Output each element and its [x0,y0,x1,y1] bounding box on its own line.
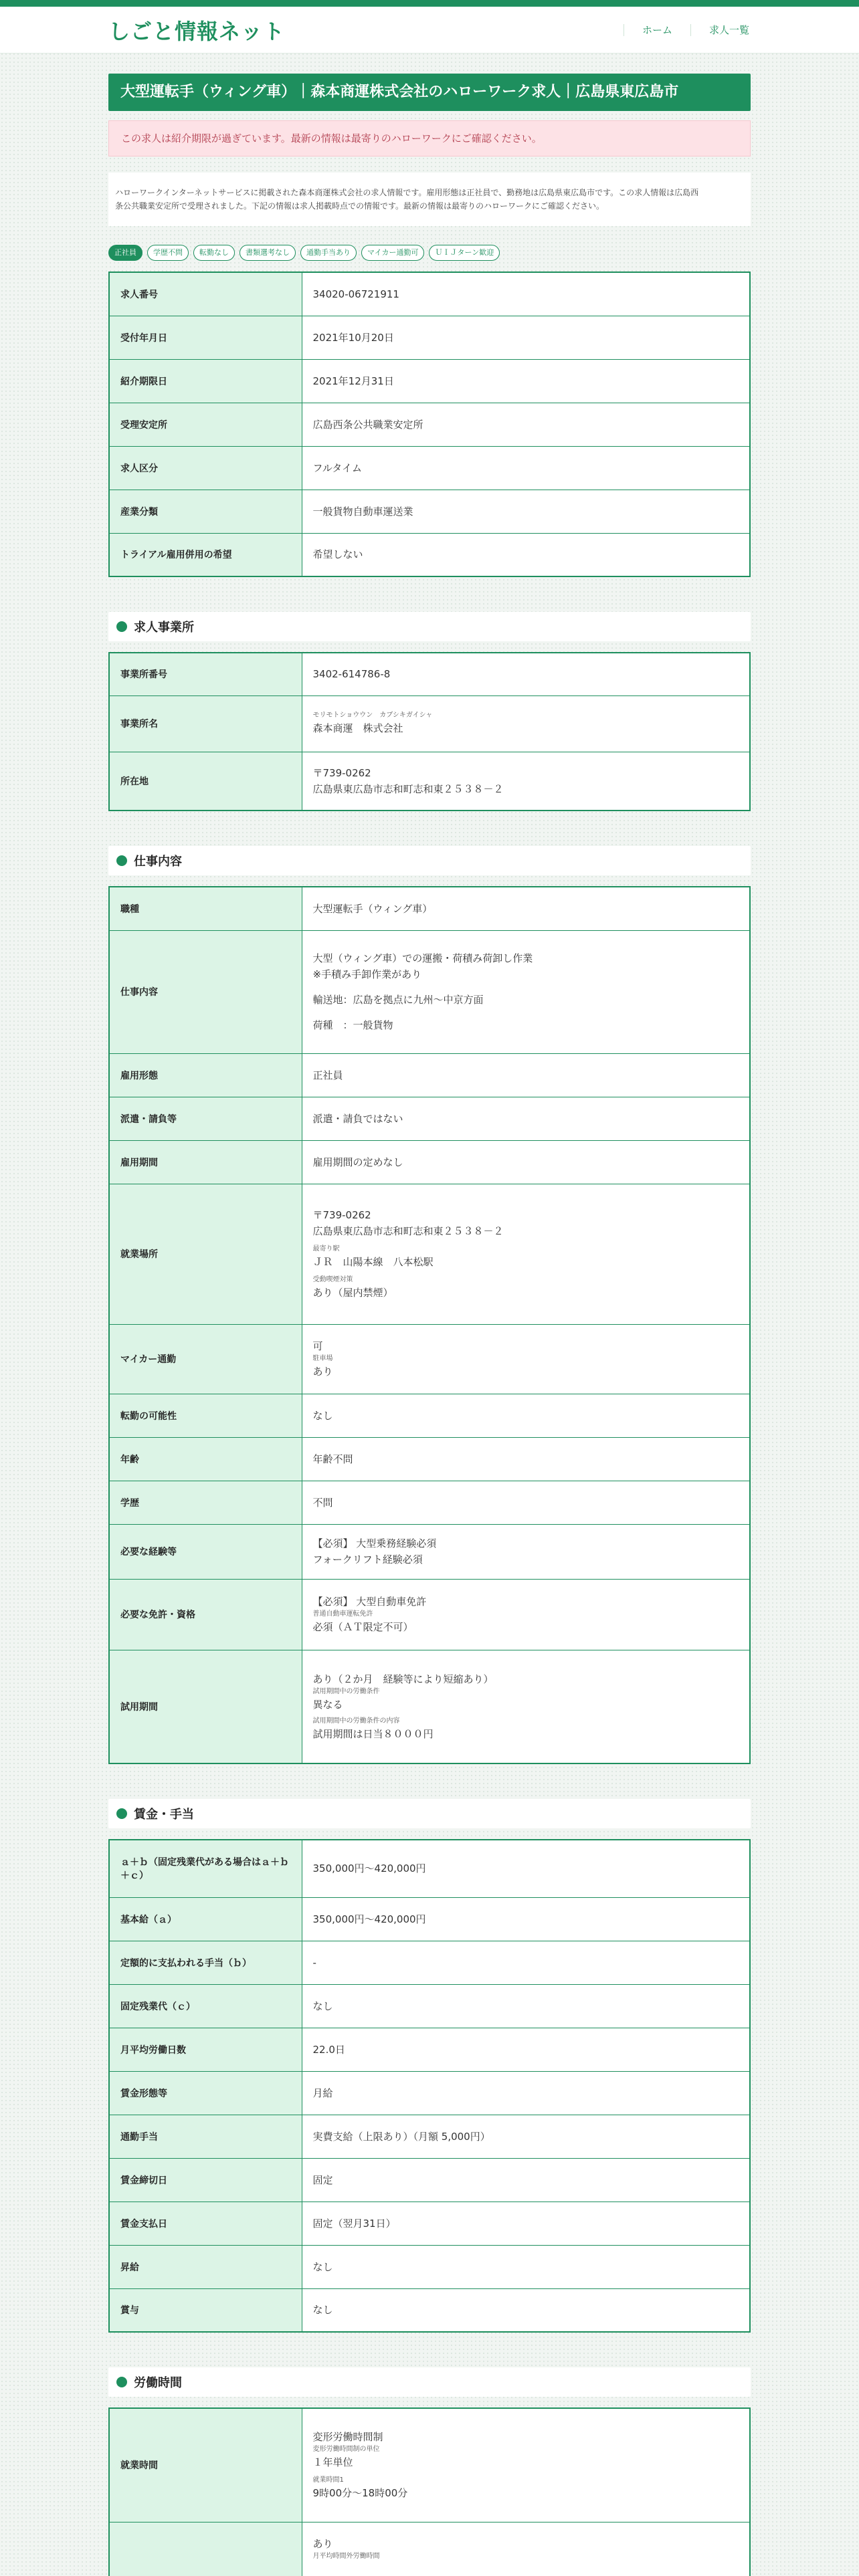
expired-notice: この求人は紹介期限が過ぎています。最新の情報は最寄りのハローワークにご確認ください。 [108,120,751,156]
table-row [109,490,750,533]
row-value: 一般貨物自動車運送業 [302,490,750,533]
row-value: 実費支給（上限あり）（月額 5,000円） [302,2115,750,2158]
hours-caption: 就業時間1 [312,2476,344,2484]
row-value [302,1650,750,1763]
table-row [109,2071,750,2115]
basic-info-table [108,272,751,577]
row-label: 年齢 [109,1437,302,1481]
job-content-line: 輸送地：広島を拠点に九州〜中京方面 [312,994,484,1006]
site-logo[interactable]: しごと情報ネット [108,19,286,44]
work-table [108,886,751,1764]
row-value [302,695,750,752]
table-row [109,1184,750,1324]
row-value: 年齢不問 [302,1437,750,1481]
smoking-caption: 受動喫煙対策 [312,1276,353,1283]
parking-value: あり [312,1366,333,1378]
row-value: なし [302,1394,750,1437]
row-value: 固定（翌月31日） [302,2202,750,2245]
row-value [302,2408,750,2522]
row-value: 固定 [302,2158,750,2202]
table-row [109,272,750,316]
table-row [109,653,750,695]
row-label: 事業所名 [109,695,302,752]
table-row [109,2245,750,2288]
tag-uij-turn: ＵＩＪターン歓迎 [429,245,500,261]
trial-line: 試用期間は日当８０００円 [312,1727,434,1740]
table-row [109,1437,750,1481]
row-label: 昇給 [109,2245,302,2288]
row-label: 学歴 [109,1481,302,1524]
table-row [109,2115,750,2158]
smoking-policy: あり（屋内禁煙） [312,1287,393,1299]
row-label: 賃金支払日 [109,2202,302,2245]
table-row [109,695,750,752]
table-row [109,1394,750,1437]
table-row [109,1324,750,1394]
summary-line-2: 条公共職業安定所で受理されました。下記の情報は求人掲載時点での情報です。最新の情報は最寄りのハローワークにご確認ください。 [115,201,605,211]
row-value: 350,000円〜420,000円 [302,1840,750,1897]
overtime-caption: 月平均時間外労働時間 [312,2552,380,2560]
row-value: フルタイム [302,446,750,490]
section-dot-icon [116,621,127,632]
row-value: なし [302,1984,750,2028]
row-label: 雇用形態 [109,1053,302,1097]
row-value: 350,000円〜420,000円 [302,1897,750,1941]
job-summary [108,173,751,226]
row-value: 広島西条公共職業安定所 [302,403,750,446]
row-value: なし [312,2304,333,2317]
table-row [109,887,750,930]
row-label: 就業時間 [109,2408,302,2522]
table-row [109,1481,750,1524]
row-label: 固定残業代（ｃ） [109,1984,302,2028]
section-title: 賃金・手当 [134,1808,194,1822]
table-row [109,1650,750,1763]
row-label: 賃金締切日 [109,2158,302,2202]
summary-line-1: ハローワークインターネットサービスに掲載された森本商運株式会社の求人情報です。雇用形態は正社員で、勤務地は広島県東広島市です。この求人情報は広島西 [115,188,699,197]
spacer [313,1008,739,1017]
row-label: 派遣・請負等 [109,1097,302,1140]
job-title: 大型運転手（ウィング車）｜森本商運株式会社のハローワーク求人｜広島県東広島市 [108,74,751,111]
row-label: 受付年月日 [109,316,302,359]
top-accent-bar [0,0,859,7]
row-label: 受理安定所 [109,403,302,446]
workplace-address: 広島県東広島市志和町志和東２５３８－２ [312,1225,504,1237]
row-value: 大型運転手（ウィング車） [302,887,750,930]
row-label: 通勤手当 [109,2115,302,2158]
nearest-station: ＪＲ 山陽本線 八本松駅 [312,1256,434,1268]
table-row [109,1840,750,1897]
section-title: 求人事業所 [134,621,194,635]
row-label: マイカー通勤 [109,1324,302,1394]
row-label: 必要な免許・資格 [109,1579,302,1650]
table-row [109,1097,750,1140]
section-dot-icon [116,1808,127,1819]
workplace-postal: 〒739-0262 [312,1209,371,1221]
nav-home-link[interactable]: ホーム [624,24,690,36]
table-row [109,1897,750,1941]
table-row [109,2028,750,2071]
overtime-value: あり [312,2537,333,2550]
row-label: 定額的に支払われる手当（ｂ） [109,1941,302,1984]
row-value: 2021年12月31日 [302,359,750,403]
row-label: 事業所番号 [109,653,302,695]
row-value: 22.0日 [302,2028,750,2071]
tag-no-document-screening: 書類選考なし [240,245,296,261]
table-row [109,2158,750,2202]
row-value: なし [302,2245,750,2288]
table-row [109,2288,750,2332]
row-label: 基本給（ａ） [109,1897,302,1941]
row-value: 正社員 [302,1053,750,1097]
hours-line: 9時00分〜18時00分 [312,2487,408,2500]
row-label: 転勤の可能性 [109,1394,302,1437]
global-nav [624,24,751,36]
office-address: 広島県東広島市志和町志和東２５３８－２ [312,782,504,795]
row-label: ａ＋ｂ（固定残業代がある場合はａ＋ｂ＋ｃ） [109,1840,302,1897]
row-value: 月給 [302,2071,750,2115]
table-row [109,1941,750,1984]
wage-table [108,1839,751,2333]
row-label: 就業場所 [109,1184,302,1324]
row-value [302,930,750,1053]
table-row [109,752,750,811]
job-content-line: 大型（ウィング車）での運搬・荷積み荷卸し作業 [312,952,533,964]
experience-line: フォークリフト経験必須 [312,1553,423,1566]
main-content [108,53,751,2576]
table-row [109,2408,750,2522]
license-line: 必須（ＡＴ限定不可） [312,1621,413,1633]
table-row [109,403,750,446]
row-label: 求人区分 [109,446,302,490]
section-heading-hours [108,2367,751,2397]
feature-tags [108,245,751,262]
row-value [302,1324,750,1394]
spacer [313,1270,739,1275]
row-value: 希望しない [312,548,363,561]
row-value: 3402-614786-8 [302,653,750,695]
trial-caption: 試用期間中の労働条件の内容 [312,1717,400,1725]
table-row [109,1524,750,1579]
table-row [109,930,750,1053]
parking-caption: 駐車場 [312,1355,333,1362]
table-row [109,359,750,403]
row-label: 必要な経験等 [109,1524,302,1579]
trial-caption: 試用期間中の労働条件 [312,1687,380,1695]
office-table [108,652,751,811]
row-label: 試用期間 [109,1650,302,1763]
table-row [109,446,750,490]
section-dot-icon [116,2377,127,2387]
row-value: 不問 [302,1481,750,1524]
postal-code: 〒739-0262 [312,766,371,779]
section-title: 仕事内容 [134,855,182,869]
table-row [109,1579,750,1650]
hours-caption: 変形労働時間制の単位 [312,2446,380,2454]
station-caption: 最寄り駅 [312,1245,340,1253]
tag-no-transfer: 転勤なし [193,245,235,261]
row-value [302,1579,750,1650]
row-value [302,1184,750,1324]
table-row [109,316,750,359]
row-label: トライアル雇用併用の希望 [109,533,302,576]
hours-table [108,2407,751,2576]
table-row [109,2522,750,2576]
row-label: 仕事内容 [109,930,302,1053]
tag-car-commute: マイカー通勤可 [361,245,424,261]
section-heading-work [108,846,751,875]
company-name: 森本商運 株式会社 [312,722,403,734]
job-content-line: ※手積み手卸作業があり [312,968,422,980]
row-label: 賞与 [109,2288,302,2332]
tag-no-education: 学歴不問 [147,245,189,261]
row-value: 派遣・請負ではない [302,1097,750,1140]
table-row [109,533,750,576]
tag-full-time: 正社員 [108,245,142,261]
section-heading-office [108,612,751,641]
section-dot-icon [116,855,127,866]
trial-line: 異なる [312,1698,343,1711]
spacer [313,2470,739,2476]
license-caption: 普通自動車運転免許 [312,1610,373,1618]
spacer [313,1239,739,1245]
row-label [109,2522,302,2576]
row-label: 所在地 [109,752,302,811]
section-title: 労働時間 [134,2376,182,2390]
trial-line: あり（２か月 経験等により短縮あり） [312,1673,494,1685]
company-name-kana: モリモトショウウン カブシキガイシャ [312,712,433,719]
row-value [302,1524,750,1579]
tag-commute-allowance: 通勤手当あり [300,245,357,261]
row-value [302,2522,750,2576]
row-label: 求人番号 [109,272,302,316]
row-label: 雇用期間 [109,1140,302,1184]
row-label: 産業分類 [109,490,302,533]
hours-line: １年単位 [312,2456,353,2469]
nav-job-list-link[interactable]: 求人一覧 [690,24,751,36]
row-value [302,752,750,811]
site-header [0,7,859,53]
row-value: 2021年10月20日 [302,316,750,359]
row-value: 34020-06721911 [302,272,750,316]
row-value: - [302,1941,750,1984]
row-label: 賃金形態等 [109,2071,302,2115]
license-line: 【必須】 大型自動車免許 [312,1596,427,1608]
section-heading-wage [108,1799,751,1828]
row-value: 雇用期間の定めなし [302,1140,750,1184]
table-row [109,2202,750,2245]
table-row [109,1140,750,1184]
car-commute-value: 可 [312,1340,323,1352]
table-row [109,1984,750,2028]
spacer [313,982,739,992]
job-content-line: 荷種 ：一般貨物 [312,1019,393,1031]
experience-line: 【必須】 大型乗務経験必須 [312,1537,437,1549]
row-label: 紹介期限日 [109,359,302,403]
hours-line: 変形労働時間制 [312,2431,383,2444]
table-row [109,1053,750,1097]
row-label: 職種 [109,887,302,930]
row-label: 月平均労働日数 [109,2028,302,2071]
